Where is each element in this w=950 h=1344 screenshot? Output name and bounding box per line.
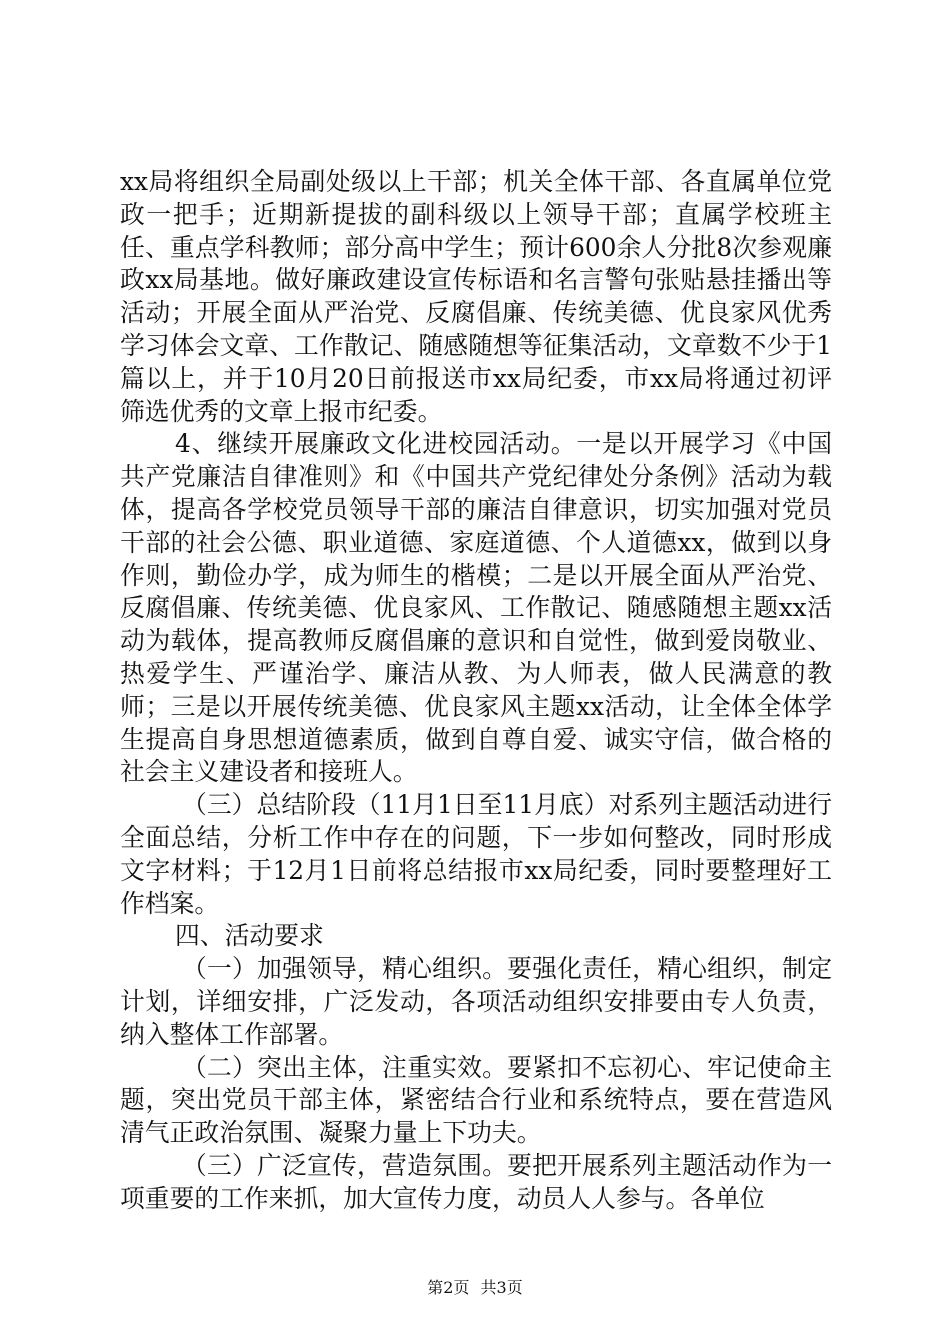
paragraph-3: （三）总结阶段（11月1日至11月底）对系列主题活动进行全面总结，分析工作中存在的问题，下一步如何整改，同时形成文字材料；于12月1日前将总结报市xx局纪委，同时要整理好工作档案。 — [120, 790, 832, 918]
paragraph-1: xx局将组织全局副处级以上干部；机关全体干部、各直属单位党政一把手；近期新提拔的副科级以上领导干部；直属学校班主任、重点学科教师；部分高中学生；预计600余人分批8次参观廉政xx局基地。做好廉政建设宣传标语和名言警句张贴悬挂播出等活动；开展全面从严治党、反腐倡廉、传统美德、优良家风优秀学习体会文章、工作散记、随感随想等征集活动，文章数不少于1篇以上，并于10月20日前报送市xx局纪委，市xx局将通过初评筛选优秀的文章上报市纪委。 — [120, 167, 832, 426]
paragraph-4: （一）加强领导，精心组织。要强化责任，精心组织，制定计划，详细安排，广泛发动，各项活动组织安排要由专人负责，纳入整体工作部署。 — [120, 954, 832, 1049]
section-heading: 四、活动要求 — [175, 921, 324, 951]
document-body — [120, 166, 832, 1216]
paragraph-5: （二）突出主体，注重实效。要紧扣不忘初心、牢记使命主题，突出党员干部主体，紧密结合行业和系统特点，要在营造风清气正政治氛围、凝聚力量上下功夫。 — [120, 1052, 832, 1148]
page-total: 共3页 — [480, 1278, 523, 1297]
page-footer — [0, 1278, 950, 1298]
paragraph-2: 4、继续开展廉政文化进校园活动。一是以开展学习《中国共产党廉洁自律准则》和《中国共产党纪律处分条例》活动为载体，提高各学校党员领导干部的廉洁自律意识，切实加强对党员干部的社会公德、职业道德、家庭道德、个人道德xx，做到以身作则，勤俭办学，成为师生的楷模；二是以开展全面从严治党、反腐倡廉、传统美德、优良家风、工作散记、随感随想主题xx活动为载体，提高教师反腐倡廉的意识和自觉性，做到爱岗敬业、热爱学生、严谨治学、廉洁从教、为人师表，做人民满意的教师；三是以开展传统美德、优良家风主题xx活动，让全体全体学生提高自身思想道德素质，做到自尊自爱、诚实守信，做合格的社会主义建设者和接班人。 — [120, 429, 832, 787]
page-number: 第2页 — [427, 1278, 470, 1297]
paragraph-6: （三）广泛宣传，营造氛围。要把开展系列主题活动作为一项重要的工作来抓，加大宣传力度，动员人人参与。各单位 — [120, 1150, 832, 1213]
